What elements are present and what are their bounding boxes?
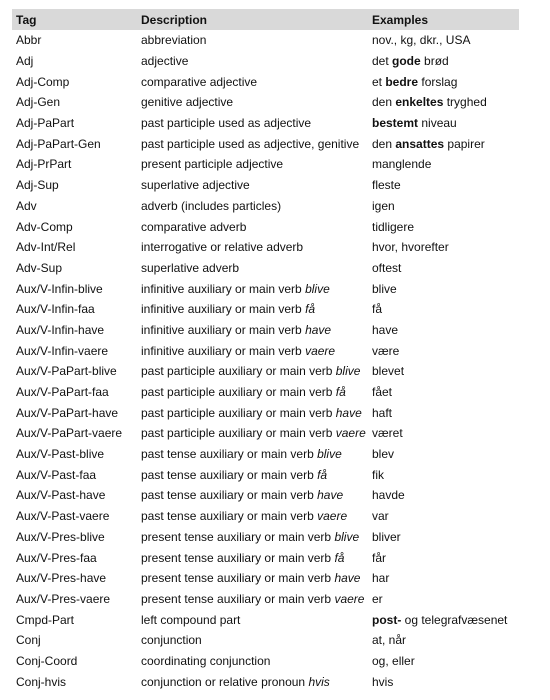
table-row [12,547,519,568]
example-cell [368,258,519,279]
description-cell [137,51,368,72]
table-row [12,30,519,51]
example-cell [368,485,519,506]
italic-text: få [335,385,346,400]
example-cell [368,278,519,299]
tag-cell: Aux/V-Infin-have [16,322,105,337]
description-cell [137,258,368,279]
text-segment: present participle adjective [141,157,284,172]
text-segment: får [372,550,387,565]
table-row [12,361,519,382]
text-segment: past tense auxiliary or main verb [141,509,318,524]
text-segment: papirer [444,136,485,151]
table-row [12,464,519,485]
tag-cell: Adj-Gen [16,95,61,110]
text-segment: manglende [372,157,432,172]
text-segment: abbreviation [141,33,207,48]
text-segment: adverb (includes particles) [141,198,282,213]
table-row [12,382,519,403]
example-cell [368,340,519,361]
description-cell [137,485,368,506]
description-cell [137,402,368,423]
table-row [12,258,519,279]
example-cell [368,651,519,672]
bold-text: enkeltes [395,95,444,110]
text-segment: present tense auxiliary or main verb [141,591,335,606]
description-cell [137,527,368,548]
text-segment: present tense auxiliary or main verb [141,550,335,565]
bold-text: post- [372,612,402,627]
tag-cell: Adj-Comp [16,74,70,89]
tag-cell: Adj [16,54,34,69]
table-row [12,671,519,692]
table-row [12,175,519,196]
description-cell [137,589,368,610]
text-segment: past tense auxiliary or main verb [141,488,318,503]
table-row [12,630,519,651]
description-cell [137,444,368,465]
text-segment: comparative adverb [141,219,247,234]
text-segment: oftest [372,260,402,275]
table-row [12,216,519,237]
example-cell [368,299,519,320]
example-cell [368,196,519,217]
italic-text: vaere [317,509,348,524]
text-segment: og telegrafvæsenet [401,612,508,627]
example-cell [368,402,519,423]
table-header [12,9,519,30]
text-segment: havde [372,488,405,503]
example-cell [368,175,519,196]
example-cell [368,71,519,92]
header-description: Description [137,9,368,30]
text-segment: var [372,509,389,524]
description-cell [137,382,368,403]
description-cell [137,506,368,527]
example-cell [368,568,519,589]
description-cell [137,609,368,630]
text-segment: infinitive auxiliary or main verb [141,302,306,317]
table-row [12,506,519,527]
example-cell [368,609,519,630]
table-row [12,609,519,630]
tag-cell: Cmpd-Part [16,612,75,627]
tag-cell: Aux/V-Past-have [16,488,106,503]
tag-cell: Aux/V-Pres-blive [16,529,105,544]
tag-cell: Adv-Comp [16,219,73,234]
tag-cell: Adj-PrPart [16,157,72,172]
italic-text: blive [335,364,361,379]
text-segment: igen [372,198,395,213]
header-examples: Examples [368,9,519,30]
tag-cell: Aux/V-Pres-vaere [16,591,111,606]
tag-cell: Aux/V-Pres-faa [16,550,97,565]
table-body [12,30,519,692]
example-cell [368,113,519,134]
italic-text: blive [317,447,342,462]
text-segment: present tense auxiliary or main verb [141,529,335,544]
tag-cell: Aux/V-Pres-have [16,571,107,586]
table-row [12,568,519,589]
tag-cell: Adj-Sup [16,178,59,193]
table-row [12,423,519,444]
tag-cell: Aux/V-PaPart-vaere [16,426,123,441]
text-segment: været [372,426,403,441]
tag-cell: Aux/V-Infin-vaere [16,343,109,358]
table-row [12,154,519,175]
tag-cell: Conj-hvis [16,674,67,689]
example-cell [368,216,519,237]
text-segment: left compound part [141,612,241,627]
text-segment: haft [372,405,393,420]
description-cell [137,651,368,672]
bold-text: gode [392,54,421,69]
table-row [12,237,519,258]
text-segment: superlative adjective [141,178,250,193]
text-segment: past tense auxiliary or main verb [141,447,318,462]
tag-cell: Aux/V-Past-faa [16,467,97,482]
header-row [12,9,519,30]
text-segment: blevet [372,364,405,379]
text-segment: past participle used as adjective, genitive [141,136,360,151]
description-cell [137,196,368,217]
text-segment: genitive adjective [141,95,234,110]
italic-text: få [305,302,316,317]
text-segment: er [372,591,383,606]
italic-text: have [335,405,362,420]
header-tag: Tag [12,9,137,30]
example-cell [368,30,519,51]
tag-cell: Aux/V-PaPart-faa [16,385,109,400]
table-row [12,402,519,423]
tag-cell: Aux/V-PaPart-have [16,405,119,420]
example-cell [368,133,519,154]
text-segment: blev [372,447,395,462]
table-row [12,320,519,341]
text-segment: brød [420,54,449,69]
description-cell [137,464,368,485]
text-segment: få [372,302,383,317]
text-segment: forslag [418,74,458,89]
description-cell [137,547,368,568]
text-segment: interrogative or relative adverb [141,240,304,255]
text-segment: den [372,95,396,110]
example-cell [368,527,519,548]
italic-text: have [305,322,332,337]
italic-text: have [334,571,361,586]
table-row [12,527,519,548]
text-segment: present tense auxiliary or main verb [141,571,335,586]
example-cell [368,423,519,444]
description-cell [137,361,368,382]
tag-cell: Adj-PaPart [16,116,75,131]
italic-text: blive [305,281,330,296]
table-row [12,133,519,154]
description-cell [137,237,368,258]
example-cell [368,92,519,113]
text-segment: nov., kg, dkr., USA [372,33,471,48]
text-segment: past tense auxiliary or main verb [141,467,318,482]
description-cell [137,92,368,113]
bold-text: bedre [385,74,419,89]
text-segment: adjective [141,54,189,69]
tag-cell: Aux/V-Past-blive [16,447,105,462]
table-row [12,340,519,361]
example-cell [368,547,519,568]
text-segment: bliver [372,529,401,544]
table-row [12,589,519,610]
table-row [12,278,519,299]
italic-text: blive [334,529,360,544]
text-segment: past participle auxiliary or main verb [141,426,336,441]
text-segment: blive [372,281,397,296]
text-segment: conjunction or relative pronoun [141,674,309,689]
table-row [12,651,519,672]
text-segment: comparative adjective [141,74,258,89]
table-row [12,299,519,320]
text-segment: hvor, hvorefter [372,240,449,255]
tag-cell: Abbr [16,33,42,48]
example-cell [368,320,519,341]
table-row [12,71,519,92]
text-segment: den [372,136,396,151]
table-row [12,196,519,217]
table-row [12,485,519,506]
text-segment: niveau [418,116,457,131]
description-cell [137,133,368,154]
text-segment: at, når [372,633,407,648]
text-segment: past participle auxiliary or main verb [141,385,336,400]
tag-cell: Conj-Coord [16,653,78,668]
italic-text: have [317,488,344,503]
italic-text: vaere [335,426,366,441]
description-cell [137,113,368,134]
table-row [12,92,519,113]
tag-cell: Aux/V-PaPart-blive [16,364,117,379]
description-cell [137,320,368,341]
text-segment: tidligere [372,219,415,234]
description-cell [137,568,368,589]
bold-text: bestemt [372,116,419,131]
tag-cell: Adv-Int/Rel [16,240,76,255]
example-cell [368,154,519,175]
description-cell [137,423,368,444]
tag-cell: Adj-PaPart-Gen [16,136,101,151]
text-segment: past participle used as adjective [141,116,312,131]
description-cell [137,299,368,320]
table-row [12,444,519,465]
pos-tag-table [12,9,519,692]
italic-text: hvis [308,674,330,689]
tag-cell: Adv [16,198,37,213]
example-cell [368,444,519,465]
tag-cell: Adv-Sup [16,260,63,275]
text-segment: har [372,571,390,586]
tag-cell: Aux/V-Infin-faa [16,302,95,317]
text-segment: det [372,54,393,69]
tag-cell: Aux/V-Infin-blive [16,281,103,296]
example-cell [368,506,519,527]
text-segment: past participle auxiliary or main verb [141,405,336,420]
example-cell [368,671,519,692]
text-segment: superlative adverb [141,260,240,275]
description-cell [137,154,368,175]
text-segment: fået [372,385,393,400]
text-segment: tryghed [443,95,487,110]
italic-text: vaere [334,591,365,606]
text-segment: et [372,74,386,89]
table-row [12,113,519,134]
text-segment: coordinating conjunction [141,653,271,668]
italic-text: få [334,550,345,565]
text-segment: og, eller [372,653,415,668]
italic-text: få [317,467,328,482]
example-cell [368,630,519,651]
text-segment: infinitive auxiliary or main verb [141,322,306,337]
example-cell [368,382,519,403]
description-cell [137,278,368,299]
text-segment: hvis [372,674,394,689]
text-segment: past participle auxiliary or main verb [141,364,336,379]
example-cell [368,237,519,258]
bold-text: ansattes [395,136,445,151]
tag-cell: Aux/V-Past-vaere [16,509,110,524]
table-row [12,51,519,72]
description-cell [137,671,368,692]
description-cell [137,340,368,361]
example-cell [368,589,519,610]
example-cell [368,464,519,485]
description-cell [137,216,368,237]
text-segment: fik [372,467,384,482]
text-segment: conjunction [141,633,202,648]
italic-text: vaere [305,343,336,358]
description-cell [137,71,368,92]
text-segment: infinitive auxiliary or main verb [141,343,306,358]
example-cell [368,51,519,72]
example-cell [368,361,519,382]
text-segment: infinitive auxiliary or main verb [141,281,306,296]
text-segment: være [372,343,400,358]
tag-cell: Conj [16,633,41,648]
text-segment: have [372,322,399,337]
text-segment: fleste [372,178,401,193]
description-cell [137,30,368,51]
description-cell [137,630,368,651]
description-cell [137,175,368,196]
